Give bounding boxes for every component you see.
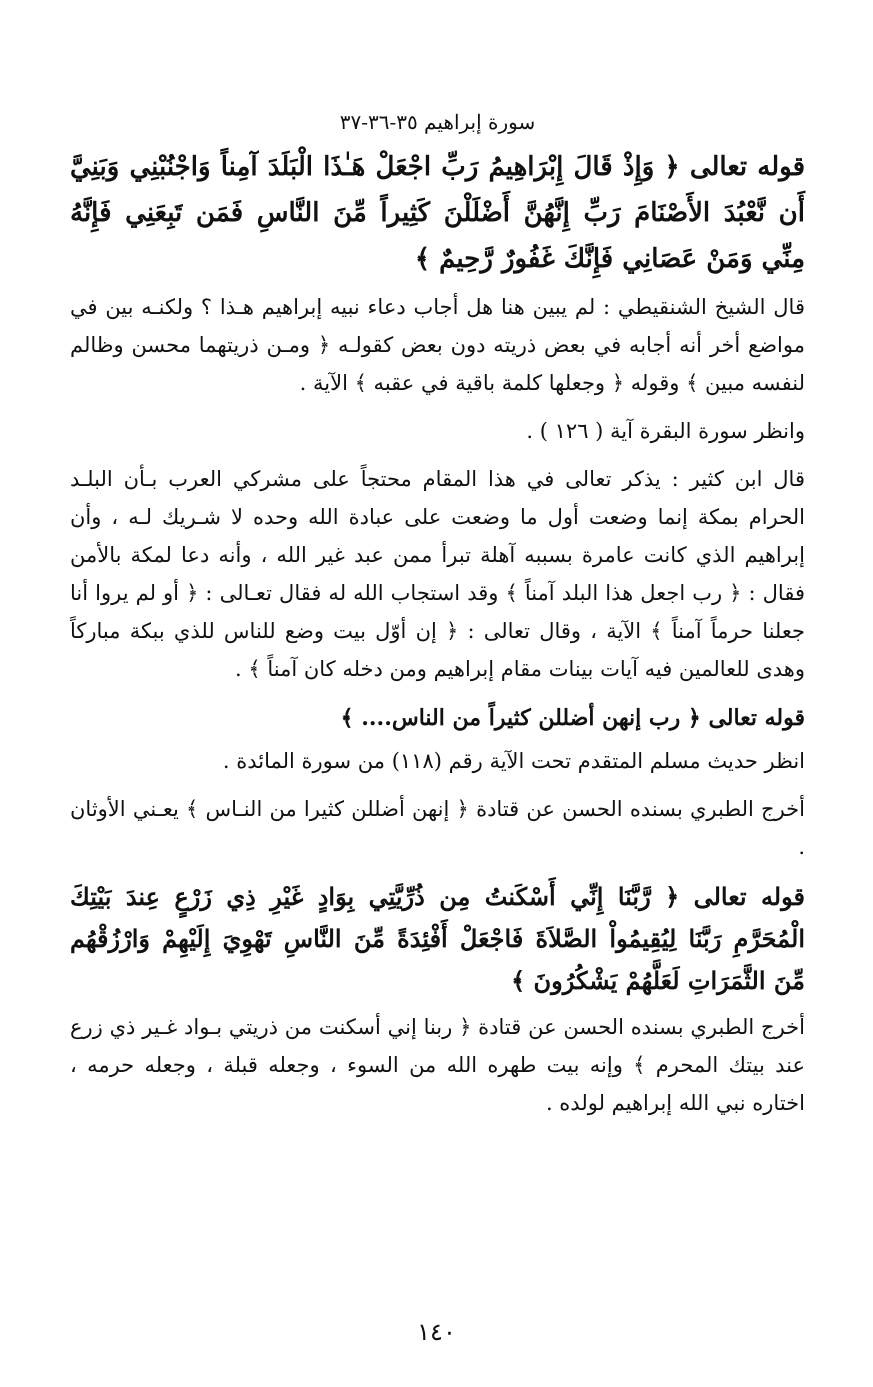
- page-body: [70, 108, 805, 1132]
- sub-heading: قوله تعالى ﴿ رب إنهن أضللن كثيراً من الناس.... ﴾: [340, 705, 805, 731]
- page-number: ١٤٠: [417, 1318, 456, 1346]
- paragraph-shinqiti: قال الشيخ الشنقيطي : لم يبين هنا هل أجاب دعاء نبيه إبراهيم هـذا ؟ ولكنـه بين في مواضع أخر أنه أجابه في بعض ذريته دون بعض كقولـه ﴿ ومـن ذريتهما محسن وظالم لنفسه مبين ﴾ وقوله ﴿ وجعلها كلمة باقية في عقبه ﴾ الآية .: [70, 295, 805, 395]
- verse-heading-2: قوله تعالى ﴿ رَّبَّنَا إِنِّي أَسْكَنتُ مِن ذُرِّيَّتِي بِوَادٍ غَيْرِ ذِي زَرْعٍ عِندَ بَيْتِكَ الْمُحَرَّمِ رَبَّنَا لِيُقِيمُواْ الصَّلاَةَ فَاجْعَلْ أَفْئِدَةً مِّنَ النَّاسِ تَهْوِيَ إِلَيْهِمْ وَارْزُقْهُم مِّنَ الثَّمَرَاتِ لَعَلَّهُمْ يَشْكُرُونَ ﴾: [70, 882, 805, 995]
- paragraph-tabari-1: أخرج الطبري بسنده الحسن عن قتادة ﴿ إنهن أضللن كثيرا من النـاس ﴾ يعـني الأوثان .: [70, 797, 805, 859]
- paragraph-muslim-hadith: انظر حديث مسلم المتقدم تحت الآية رقم (١١٨) من سورة المائدة .: [222, 749, 805, 773]
- verse-heading-1: قوله تعالى ﴿ وَإِذْ قَالَ إِبْرَاهِيمُ رَبِّ اجْعَلْ هَـٰذَا الْبَلَدَ آمِناً وَاجْنُبْنِي وَبَنِيَّ أَن نَّعْبُدَ الأَصْنَامَ رَبِّ إِنَّهُنَّ أَضْلَلْنَ كَثِيراً مِّنَ النَّاسِ فَمَن تَبِعَنِي فَإِنَّهُ مِنِّي وَمَنْ عَصَانِي فَإِنَّكَ غَفُورٌ رَّحِيمٌ ﴾: [70, 152, 805, 274]
- paragraph-tabari-2: أخرج الطبري بسنده الحسن عن قتادة ﴿ ربنا إني أسكنت من ذريتي بـواد غـير ذي زرع عند بيتك المحرم ﴾ وإنه بيت طهره الله من السوء ، وجعله قبلة ، وجعله حرمه ، اختاره نبي الله إبراهيم لولده .: [70, 1015, 805, 1115]
- paragraph-ibn-kathir: قال ابن كثير : يذكر تعالى في هذا المقام محتجاً على مشركي العرب بـأن البلـد الحرام بمكة إنما وضعت أول ما وضعت على عبادة الله وحده لا شـريك لـه ، وأن إبراهيم الذي كانت عامرة بسببه آهلة تبرأ ممن عبد غير الله ، وأنه دعا لمكة بالأمن فقال : ﴿ رب اجعل هذا البلد آمناً ﴾ وقد استجاب الله له فقال تعـالى : ﴿ أو لم يروا أنا جعلنا حرماً آمناً ﴾ الآية ، وقال تعالى : ﴿ إن أوّل بيت وضع للناس للذي ببكة مباركاً وهدى للعالمين فيه آيات بينات مقام إبراهيم ومن دخله كان آمناً ﴾ .: [70, 467, 805, 681]
- paragraph-see-baqarah: وانظر سورة البقرة آية ( ١٢٦ ) .: [526, 419, 805, 443]
- running-title: سورة إبراهيم ٣٥-٣٦-٣٧: [339, 110, 536, 134]
